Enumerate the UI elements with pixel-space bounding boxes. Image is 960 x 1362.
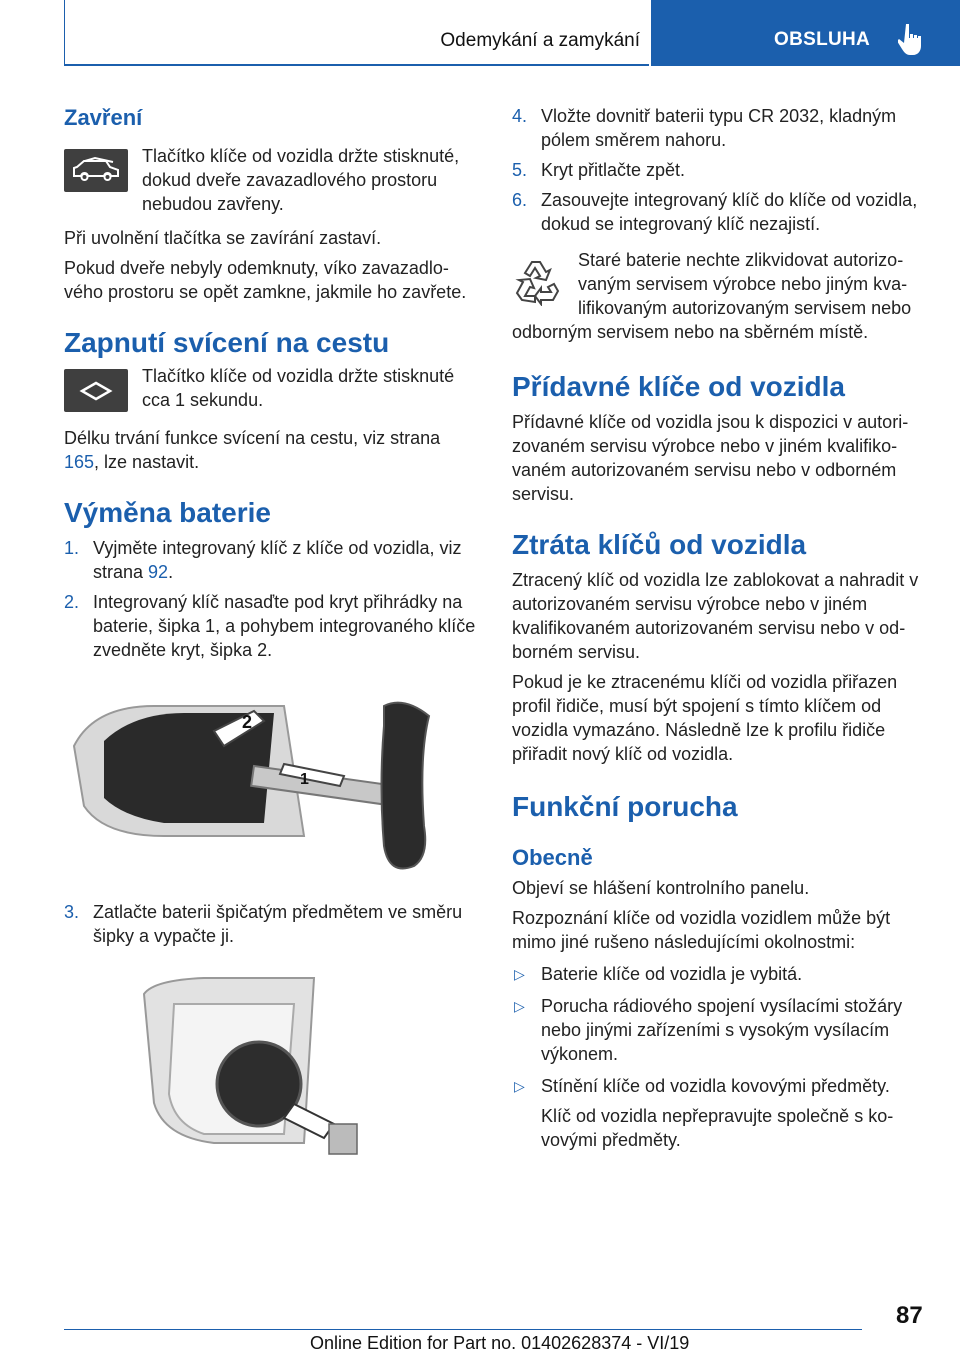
- header-section-title: Odemykání a zamykání: [440, 30, 640, 51]
- fig1-arrow-label-2: 2: [242, 712, 253, 732]
- zavreni-block: [64, 144, 479, 216]
- page-number: 87: [896, 1302, 923, 1329]
- header-chapter-label: OBSLUHA: [774, 29, 871, 50]
- step-2: 2. Integrovaný klíč nasaďte pod kryt přihrádky na baterie, šipka 1, a pohybem integrovaného klíče zvedněte kryt, šipka 2.: [64, 592, 476, 660]
- zavreni-text-1: Tlačítko klíče od vozidla držte stisknuté, dokud dveře zavazadlového prostoru nebudou zavřeny.: [142, 146, 460, 214]
- bullet-1: ▷ Baterie klíče od vozidla je vybitá.: [514, 964, 803, 984]
- bullet-triangle-icon: ▷: [514, 966, 525, 982]
- footer-rule: [64, 1329, 862, 1330]
- recycle-icon: [512, 254, 564, 306]
- step-5: 5. Kryt přitlačte zpět.: [512, 160, 686, 180]
- ztrata-text-1: Ztracený klíč od vozidla lze zablokovat a nahradit v autorizovaném servisu výrobce nebo v jiném kvalifikovaném autorizovaném servisu nebo v odborném servisu.: [512, 570, 919, 662]
- pridavne-text: Přídavné klíče od vozidla jsou k dispozici v autorizovaném servisu výrobce nebo v jiném kvalifikovaném autorizovaném servisu nebo v odborném servisu.: [512, 412, 909, 504]
- battery-removal-illustration: [134, 974, 374, 1164]
- step-6: 6. Zasouvejte integrovaný klíč do klíče od vozidla, dokud se integrovaný klíč nezajistí.: [512, 190, 918, 234]
- porucha-bullets: [512, 962, 927, 1098]
- page-link-92[interactable]: 92: [148, 562, 169, 582]
- bullet-triangle-icon: ▷: [514, 1078, 525, 1094]
- recycle-note: [512, 248, 927, 344]
- key-open-illustration: [64, 686, 464, 886]
- hand-pointer-icon: [898, 22, 924, 56]
- zavreni-text-3: Pokud dveře nebyly odemknuty, víko zavazadlového prostoru se opět zamkne, jakmile ho zavřete.: [64, 258, 467, 302]
- baterie-steps: [64, 536, 479, 662]
- bullet-triangle-icon: ▷: [514, 998, 525, 1014]
- header-rule-left: [64, 0, 65, 64]
- step-3: 3. Zatlačte baterii špičatým předmětem ve směru šipky a vypačte ji.: [64, 902, 463, 946]
- baterie-steps-continued: [512, 104, 927, 236]
- step-1: 1. Vyjměte integrovaný klíč z klíče od vozidla, viz strana 92.: [64, 538, 462, 582]
- fig1-arrow-label-1: 1: [300, 771, 309, 788]
- right-column: [512, 100, 927, 1152]
- heading-porucha: Funkční porucha: [512, 791, 738, 822]
- bullet-3-note: Klíč od vozidla nepřepravujte společně s kovovými předměty.: [541, 1106, 894, 1150]
- header-chapter-tab[interactable]: [651, 0, 960, 66]
- header-rule-bottom: [64, 64, 649, 66]
- porucha-text-1: Objeví se hlášení kontrolního panelu.: [512, 878, 810, 898]
- heading-baterie: Výměna baterie: [64, 497, 271, 528]
- step-4: 4. Vložte dovnitř baterii typu CR 2032, kladným pólem směrem nahoru.: [512, 106, 897, 150]
- ztrata-text-2: Pokud je ke ztracenému klíči od vozidla přiřazen profil řidiče, musí být spojení s tímto klíčem od vozidla vymazáno. Následně lze k profilu řidiče přiřadit nový klíč od vozidla.: [512, 672, 898, 764]
- zavreni-text-2: Při uvolnění tlačítka se zavírání zastaví.: [64, 228, 382, 248]
- subheading-obecne: Obecně: [512, 845, 593, 870]
- page-header: [0, 0, 960, 66]
- car-trunk-icon: [64, 149, 128, 192]
- svetla-text-2: Délku trvání funkce svícení na cestu, viz strana 165, lze nastavit.: [64, 428, 441, 472]
- recycle-text: Staré baterie nechte zlikvidovat autorizovaným servisem výrobce nebo jiným kvalifikovaným autorizovaným servisem nebo odborným servisem nebo na sběrném místě.: [512, 250, 912, 342]
- svetla-block: [64, 364, 479, 416]
- heading-zavreni: Zavření: [64, 105, 143, 130]
- baterie-steps-2: [64, 900, 479, 948]
- headlight-key-icon: [64, 369, 128, 412]
- footer-edition: Online Edition for Part no. 01402628374 - VI/19: [310, 1333, 690, 1353]
- heading-svetla: Zapnutí svícení na cestu: [64, 327, 390, 358]
- porucha-text-2: Rozpoznání klíče od vozidla vozidlem může být mimo jiné rušeno následujícími okolnostmi:: [512, 908, 891, 952]
- svetla-text-1: Tlačítko klíče od vozidla držte stisknuté cca 1 sekundu.: [142, 366, 455, 410]
- bullet-3: ▷ Stínění klíče od vozidla kovovými předměty.: [514, 1076, 890, 1096]
- left-column: [64, 100, 479, 1164]
- page-link-165[interactable]: 165: [64, 452, 95, 472]
- heading-pridavne: Přídavné klíče od vozidla: [512, 371, 846, 402]
- bullet-2: ▷ Porucha rádiového spojení vysílacími stožáry nebo jinými zařízeními s vysokým vysílacím výkonem.: [514, 996, 903, 1064]
- heading-ztrata: Ztráta klíčů od vozidla: [512, 529, 807, 560]
